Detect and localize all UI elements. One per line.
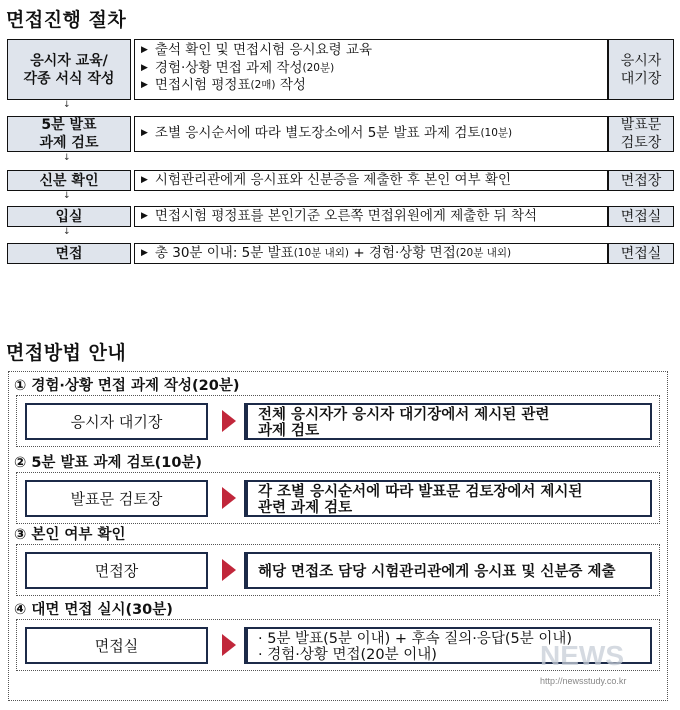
procedure-step-3 <box>7 170 131 191</box>
down-arrow-icon: ↓ <box>63 100 71 110</box>
guide-section-3-desc <box>244 552 652 589</box>
item-text: 출석 확인 및 면접시험 응시요령 교육 <box>154 42 372 58</box>
location-line: 검토장 <box>620 135 662 151</box>
desc-line: 해당 면접조 담당 시험관리관에게 응시표 및 신분증 제출 <box>258 564 616 580</box>
guide-section-3-heading: ③ 본인 여부 확인 <box>14 527 126 543</box>
step-label-line: 과제 검토 <box>39 135 99 151</box>
step-label-line: 각종 서식 작성 <box>23 70 115 87</box>
procedure-step-3-location <box>608 170 674 191</box>
procedure-step-4 <box>7 206 131 227</box>
right-arrow-icon <box>222 634 236 656</box>
list-item <box>141 208 607 226</box>
procedure-title: 면접진행 절차 <box>6 9 127 31</box>
procedure-step-3-desc <box>134 170 608 191</box>
desc-line: 전체 응시자가 응시자 대기장에서 제시된 관련 <box>258 407 550 423</box>
desc-line: · 5분 발표(5분 이내) + 후속 질의·응답(5분 이내) <box>258 631 573 647</box>
down-arrow-icon: ↓ <box>63 153 71 163</box>
bullet-icon: ▶ <box>141 80 148 90</box>
desc-line: 관련 과제 검토 <box>258 500 353 516</box>
bullet-icon: ▶ <box>141 175 148 185</box>
item-text: 면접시험 평정표를 본인기준 오른쪽 면접위원에게 제출한 뒤 착석 <box>154 208 538 224</box>
bullet-icon: ▶ <box>141 45 148 55</box>
item-note: (20분 내외) <box>455 247 512 259</box>
list-item <box>141 125 607 143</box>
bullet-icon: ▶ <box>141 211 148 221</box>
guide-section-4-heading: ④ 대면 면접 실시(30분) <box>14 602 173 618</box>
watermark-logo: NEWS <box>540 640 624 671</box>
procedure-step-1-desc <box>134 39 608 100</box>
guide-section-1-heading: ① 경험·상황 면접 과제 작성(20분) <box>14 378 240 394</box>
guide-section-3-place: 면접장 <box>25 552 208 589</box>
item-text: 조별 응시순서에 따라 별도장소에서 5분 발표 과제 검토 <box>154 125 481 141</box>
item-note: (20분) <box>302 61 335 74</box>
step-label-line: 5분 발표 <box>41 117 97 133</box>
guide-section-2-place: 발표문 검토장 <box>25 480 208 517</box>
desc-line: 과제 검토 <box>258 423 320 439</box>
item-note: (10분 내외) <box>293 247 350 259</box>
step-label-line: 응시자 교육/ <box>30 52 108 69</box>
down-arrow-icon: ↓ <box>63 227 71 237</box>
step-label-line: 입실 <box>55 208 83 225</box>
guide-section-4-place: 면접실 <box>25 627 208 664</box>
right-arrow-icon <box>222 410 236 432</box>
item-text: 경험·상황 면접 과제 작성 <box>154 59 303 76</box>
bullet-icon: ▶ <box>141 62 148 73</box>
procedure-step-4-desc <box>134 206 608 227</box>
guide-section-2-desc <box>244 480 652 517</box>
step-label-line: 면접 <box>55 245 83 262</box>
guide-section-2-heading: ② 5분 발표 과제 검토(10분) <box>14 455 203 471</box>
procedure-step-1 <box>7 39 131 100</box>
procedure-step-5-desc <box>134 243 608 264</box>
guide-section-1-desc <box>244 403 652 440</box>
watermark-url: http://newsstudy.co.kr <box>540 676 627 686</box>
item-text: 시험관리관에게 응시표와 신분증을 제출한 후 본인 여부 확인 <box>154 172 511 188</box>
procedure-step-5-location <box>608 243 674 264</box>
bullet-icon: ▶ <box>141 128 148 138</box>
procedure-step-2-desc <box>134 116 608 152</box>
procedure-step-4-location <box>608 206 674 227</box>
location-line: 면접실 <box>620 208 662 225</box>
list-item <box>141 42 607 60</box>
item-text: 총 30분 이내: 5분 발표 <box>154 245 294 261</box>
location-line: 면접실 <box>620 245 662 262</box>
item-text: 면접시험 평정표 <box>154 77 251 93</box>
list-item <box>141 60 607 78</box>
item-text-after: 작성 <box>275 77 306 93</box>
procedure-step-2 <box>7 116 131 152</box>
location-line: 발표문 <box>620 117 662 133</box>
procedure-step-2-location <box>608 116 674 152</box>
location-line: 면접장 <box>620 172 662 189</box>
desc-line: 각 조별 응시순서에 따라 발표문 검토장에서 제시된 <box>258 484 583 500</box>
item-note: (2매) <box>250 79 276 91</box>
location-line: 응시자 <box>620 52 662 69</box>
guide-title: 면접방법 안내 <box>6 342 127 364</box>
bullet-icon: ▶ <box>141 248 148 258</box>
list-item <box>141 172 607 190</box>
down-arrow-icon: ↓ <box>63 191 71 201</box>
desc-line: · 경험·상황 면접(20분 이내) <box>258 647 437 663</box>
location-line: 대기장 <box>620 70 662 87</box>
list-item <box>141 245 607 263</box>
list-item <box>141 77 607 95</box>
right-arrow-icon <box>222 487 236 509</box>
procedure-step-1-location <box>608 39 674 100</box>
step-label-line: 신분 확인 <box>39 172 99 189</box>
guide-section-1-place: 응시자 대기장 <box>25 403 208 440</box>
procedure-step-5 <box>7 243 131 264</box>
item-text-after: + 경험·상황 면접 <box>349 245 456 261</box>
item-note: (10분) <box>480 127 513 139</box>
right-arrow-icon <box>222 559 236 581</box>
